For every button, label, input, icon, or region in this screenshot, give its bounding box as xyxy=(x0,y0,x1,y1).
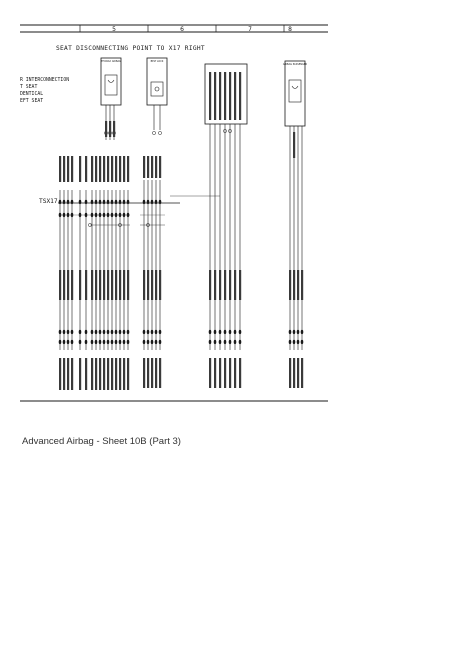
wire-code-mark xyxy=(111,358,113,390)
connector-pin xyxy=(107,200,110,204)
wire-code-mark xyxy=(71,156,73,182)
connector-pin xyxy=(111,213,114,217)
connector-pin xyxy=(85,330,88,334)
wire-code-mark xyxy=(143,270,145,300)
wire-code-mark xyxy=(214,270,216,300)
connector-pin xyxy=(219,340,222,344)
connector-pin xyxy=(59,213,62,217)
connector-pin xyxy=(67,213,70,217)
connector-pin xyxy=(107,213,110,217)
wire-code-mark xyxy=(143,156,145,178)
connector-pin xyxy=(63,340,66,344)
connector-pin xyxy=(127,330,130,334)
connector-pin xyxy=(159,200,162,204)
connector-pin xyxy=(71,213,74,217)
wire-code-mark xyxy=(159,156,161,178)
connector-pin xyxy=(293,330,296,334)
wire-code-mark xyxy=(224,72,226,120)
wire-code-mark xyxy=(67,358,69,390)
wire-code-mark xyxy=(209,72,211,120)
connector-pin xyxy=(147,340,150,344)
wire-code-mark xyxy=(224,270,226,300)
wire-code-mark xyxy=(151,358,153,388)
wire-code-mark xyxy=(63,270,65,300)
wire-code-mark xyxy=(159,358,161,388)
connector-pin xyxy=(224,340,227,344)
connector-pin xyxy=(67,200,70,204)
connector-pin xyxy=(289,340,292,344)
wiring-schematic xyxy=(20,20,328,402)
connector-pin xyxy=(103,200,106,204)
connector-pin xyxy=(63,330,66,334)
connector-pin xyxy=(95,340,98,344)
wire-code-mark xyxy=(107,358,109,390)
connector-pin xyxy=(159,340,162,344)
wire-code-mark xyxy=(293,270,295,300)
wire-code-mark xyxy=(103,358,105,390)
wire-code-mark xyxy=(209,358,211,388)
wire-code-mark xyxy=(214,358,216,388)
wire-code-mark xyxy=(155,156,157,178)
wire-code-mark xyxy=(224,358,226,388)
diagram-heading: SEAT DISCONNECTING POINT TO X17 RIGHT xyxy=(56,45,205,52)
wire-code-mark xyxy=(289,270,291,300)
connector-pin xyxy=(119,200,122,204)
wire-code-mark xyxy=(111,156,113,182)
wire-code-mark xyxy=(151,270,153,300)
wire-code-mark xyxy=(123,270,125,300)
connector-pin xyxy=(147,200,150,204)
wire-code-mark xyxy=(95,156,97,182)
wire-code-mark xyxy=(119,270,121,300)
wire-code-mark xyxy=(79,358,81,390)
wire-code-mark xyxy=(103,270,105,300)
connector-pin xyxy=(229,330,232,334)
wire-code-mark xyxy=(109,121,111,137)
wire-code-mark xyxy=(105,121,107,137)
connector-pin xyxy=(67,330,70,334)
connector-pin xyxy=(239,330,242,334)
wire-code-mark xyxy=(214,72,216,120)
connector-pin xyxy=(115,213,118,217)
connector-pin xyxy=(71,200,74,204)
wire-code-mark xyxy=(159,270,161,300)
connector-pin xyxy=(79,213,82,217)
note-line-4: EFT SEAT xyxy=(20,99,44,104)
wire-code-mark xyxy=(127,270,129,300)
connector-pin xyxy=(79,340,82,344)
wire-code-mark xyxy=(103,156,105,182)
connector-pin xyxy=(234,340,237,344)
connector-pin xyxy=(91,330,94,334)
wire-code-mark xyxy=(79,156,81,182)
wire-code-mark xyxy=(155,358,157,388)
connector-pin xyxy=(229,340,232,344)
connector-pin xyxy=(155,200,158,204)
wire-code-mark xyxy=(219,358,221,388)
connector-pin xyxy=(115,200,118,204)
wire-code-mark xyxy=(95,270,97,300)
wire-code-mark xyxy=(85,270,87,300)
connector-pin xyxy=(301,340,304,344)
connector-pin xyxy=(91,213,94,217)
connector-pin xyxy=(115,340,118,344)
wire-code-mark xyxy=(127,156,129,182)
connector-pin xyxy=(151,340,154,344)
wire-code-mark xyxy=(115,156,117,182)
connector-pin xyxy=(99,330,102,334)
connector-pin xyxy=(85,200,88,204)
wire-code-mark xyxy=(123,358,125,390)
wire-code-mark xyxy=(67,270,69,300)
wire-code-mark xyxy=(67,156,69,182)
wire-code-mark xyxy=(119,156,121,182)
wire-code-mark xyxy=(63,358,65,390)
connector-pin xyxy=(209,340,212,344)
connector-pin xyxy=(123,340,126,344)
connector-pin xyxy=(143,340,146,344)
connector-pin xyxy=(79,200,82,204)
wire-code-mark xyxy=(297,270,299,300)
wire-code-mark xyxy=(59,156,61,182)
connector-pin xyxy=(111,330,114,334)
connector-pin xyxy=(209,330,212,334)
wire-code-mark xyxy=(239,72,241,120)
wire-code-mark xyxy=(219,270,221,300)
wire-code-mark xyxy=(147,270,149,300)
connector-pin xyxy=(123,330,126,334)
connector-pin xyxy=(99,340,102,344)
connector-pin xyxy=(95,213,98,217)
wire-code-mark xyxy=(99,358,101,390)
connector-pin xyxy=(301,330,304,334)
wire-code-mark xyxy=(239,358,241,388)
connector-pin xyxy=(79,330,82,334)
splice-point xyxy=(158,131,161,134)
wire-code-mark xyxy=(155,270,157,300)
connector-pin xyxy=(99,213,102,217)
connector-pin xyxy=(67,340,70,344)
connector-pin xyxy=(71,330,74,334)
connector-pin xyxy=(143,330,146,334)
connector-pin xyxy=(127,340,130,344)
connector-pin xyxy=(159,330,162,334)
column-number-6: 6 xyxy=(180,26,184,33)
wire-code-mark xyxy=(71,270,73,300)
wire-code-mark xyxy=(63,156,65,182)
wire-code-mark xyxy=(147,358,149,388)
wire-code-mark xyxy=(107,156,109,182)
wire-code-mark xyxy=(297,358,299,388)
wire-code-mark xyxy=(115,358,117,390)
connector-pin xyxy=(119,213,122,217)
column-number-5: 5 xyxy=(112,26,116,33)
connector-pin xyxy=(59,200,62,204)
wire-code-mark xyxy=(119,358,121,390)
splice-point xyxy=(152,131,155,134)
connector-pin xyxy=(289,330,292,334)
connector-pin xyxy=(293,340,296,344)
connector-pin xyxy=(155,330,158,334)
note-line-2: T SEAT xyxy=(20,85,38,90)
connector-pin xyxy=(239,340,242,344)
note-line-1: R INTERCONNECTION xyxy=(20,78,70,83)
connector-pin xyxy=(219,330,222,334)
wire-code-mark xyxy=(229,270,231,300)
wire-code-mark xyxy=(219,72,221,120)
connector-pin xyxy=(143,200,146,204)
connector-pin xyxy=(107,340,110,344)
wire-code-mark xyxy=(234,72,236,120)
connector-pin xyxy=(224,330,227,334)
connector-pin xyxy=(99,200,102,204)
connector-pin xyxy=(119,330,122,334)
wire-code-mark xyxy=(85,358,87,390)
connector-pin xyxy=(151,200,154,204)
wire-code-mark xyxy=(234,270,236,300)
wire-code-mark xyxy=(99,156,101,182)
connector-pin xyxy=(59,340,62,344)
wire-code-mark xyxy=(209,270,211,300)
connector-pin xyxy=(95,200,98,204)
wiring-diagram xyxy=(20,20,328,402)
page-caption: Advanced Airbag - Sheet 10B (Part 3) xyxy=(22,436,181,447)
connector-pin xyxy=(103,330,106,334)
column-number-8: 8 xyxy=(288,26,292,33)
connector-pin xyxy=(111,200,114,204)
connector-pin xyxy=(214,330,217,334)
connector-pin xyxy=(85,340,88,344)
connector-pin xyxy=(155,340,158,344)
connector-pin xyxy=(147,330,150,334)
connector-pin xyxy=(297,340,300,344)
connector-pin xyxy=(95,330,98,334)
wire-code-mark xyxy=(113,121,115,137)
connector-pin xyxy=(297,330,300,334)
wire-code-mark xyxy=(59,358,61,390)
connector-pin xyxy=(71,340,74,344)
wire-code-mark xyxy=(111,270,113,300)
connector-pin xyxy=(111,340,114,344)
wire-code-mark xyxy=(301,270,303,300)
connector-pin xyxy=(115,330,118,334)
belt-lock-component xyxy=(147,58,167,105)
wire-code-mark xyxy=(59,270,61,300)
wire-code-mark xyxy=(289,358,291,388)
wire-code-mark xyxy=(91,156,93,182)
connector-pin xyxy=(123,200,126,204)
wire-code-mark xyxy=(229,72,231,120)
wire-code-mark xyxy=(91,270,93,300)
wire-code-mark xyxy=(301,358,303,388)
wire-code-mark xyxy=(151,156,153,178)
connector-pin xyxy=(103,340,106,344)
connector-pin xyxy=(234,330,237,334)
connector-pin xyxy=(127,213,130,217)
connector-pin xyxy=(107,330,110,334)
connector-pin xyxy=(91,340,94,344)
wire-code-mark xyxy=(115,270,117,300)
wire-code-mark xyxy=(234,358,236,388)
connector-pin xyxy=(63,213,66,217)
wire-code-mark xyxy=(85,156,87,182)
connector-pin xyxy=(59,330,62,334)
wire-code-mark xyxy=(143,358,145,388)
wire-code-mark xyxy=(127,358,129,390)
wire-code-mark xyxy=(99,270,101,300)
passenger-airbag-component xyxy=(283,61,307,126)
connector-pin xyxy=(85,213,88,217)
connector-pin xyxy=(123,213,126,217)
wire-code-mark xyxy=(293,358,295,388)
wire-code-mark xyxy=(229,358,231,388)
thorax-airbag-component xyxy=(101,58,121,105)
wire-code-mark xyxy=(123,156,125,182)
column-number-7: 7 xyxy=(248,26,252,33)
connector-pin xyxy=(119,340,122,344)
connector-pin xyxy=(103,213,106,217)
wire-code-mark xyxy=(239,270,241,300)
wire-code-mark xyxy=(95,358,97,390)
passenger-airbag-label: AIRBAG PASSENGER xyxy=(282,63,308,66)
thorax-airbag-label: THORAX AIRBAG xyxy=(101,60,121,63)
wire-code-mark xyxy=(91,358,93,390)
wire-code-mark xyxy=(71,358,73,390)
wire-code-mark xyxy=(293,132,295,158)
connector-pin xyxy=(214,340,217,344)
note-line-3: DENTICAL xyxy=(20,92,44,97)
connector-label: TSX17 xyxy=(39,198,58,205)
connector-pin xyxy=(151,330,154,334)
connector-pin xyxy=(91,200,94,204)
connector-pin xyxy=(127,200,130,204)
belt-lock-label: BELT LOCK xyxy=(150,60,164,63)
wire-code-mark xyxy=(107,270,109,300)
wire-code-mark xyxy=(147,156,149,178)
wire-code-mark xyxy=(79,270,81,300)
connector-pin xyxy=(63,200,66,204)
